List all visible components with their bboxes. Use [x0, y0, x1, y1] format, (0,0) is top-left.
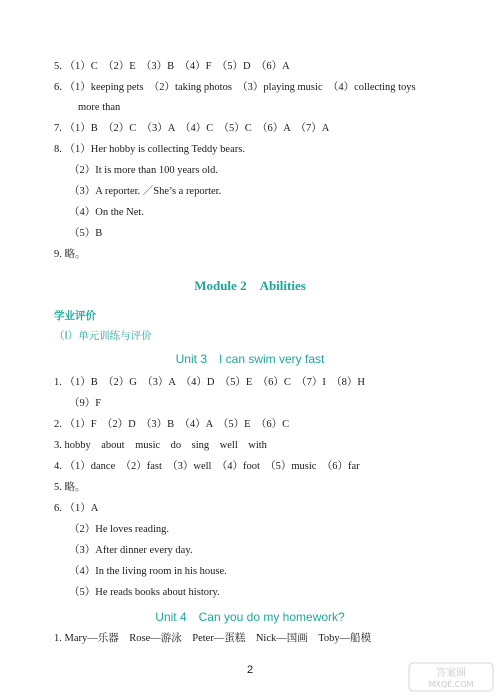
answer-line-8-3: （3）A reporter. ／She’s a reporter.: [69, 186, 222, 197]
unit3-line-1-cont: （9）F: [69, 398, 102, 409]
unit3-line-6-2: （2）He loves reading.: [69, 524, 170, 535]
unit3-line-4: 4. （1）dance （2）fast （3）well （4）foot （5）music （6）far: [54, 461, 360, 472]
answer-line-8: 8. （1）Her hobby is collecting Teddy bears.: [54, 144, 245, 155]
subsection-title: （Ⅰ）单元训练与评价: [54, 330, 152, 342]
answer-line-8-5: （5）B: [69, 228, 103, 239]
answer-line-9: 9. 略。: [54, 249, 86, 260]
answer-line-5: 5. （1）C （2）E （3）B （4）F （5）D （6）A: [54, 61, 290, 72]
unit3-line-5: 5. 略。: [54, 482, 86, 493]
svg-text:MXQE.COM: MXQE.COM: [428, 680, 474, 689]
unit3-line-2: 2. （1）F （2）D （3）B （4）A （5）E （6）C: [54, 419, 290, 430]
section-title: 学业评价: [54, 310, 96, 322]
unit3-line-1: 1. （1）B （2）G （3）A （4）D （5）E （6）C （7）I （8）H: [54, 377, 365, 388]
answer-line-7: 7. （1）B （2）C （3）A （4）C （5）C （6）A （7）A: [54, 123, 330, 134]
answer-line-8-2: （2）It is more than 100 years old.: [69, 165, 219, 176]
unit3-line-3: 3. hobby about music do sing well with: [54, 440, 267, 451]
unit3-title: Unit 3 I can swim very fast: [175, 352, 325, 366]
unit3-line-6-3: （3）After dinner every day.: [69, 545, 193, 556]
unit3-line-6-5: （5）He reads books about history.: [69, 587, 220, 598]
unit4-line-1: 1. Mary—乐器 Rose—游泳 Peter—蛋糕 Nick—国画 Toby—船模: [54, 633, 372, 644]
module-title: Module 2 Abilities: [194, 278, 306, 293]
page-number: 2: [246, 664, 254, 676]
unit3-line-6: 6. （1）A: [54, 503, 99, 514]
answer-line-6: 6. （1）keeping pets （2）taking photos （3）playing music （4）collecting toys: [54, 82, 416, 93]
unit3-line-6-4: （4）In the living room in his house.: [69, 566, 227, 577]
watermark-logo-icon: [408, 662, 494, 692]
answer-line-6-cont: more than: [78, 102, 121, 113]
unit4-title: Unit 4 Can you do my homework?: [155, 610, 345, 624]
answer-line-8-4: （4）On the Net.: [69, 207, 144, 218]
svg-text:答案圈: 答案圈: [436, 668, 466, 679]
